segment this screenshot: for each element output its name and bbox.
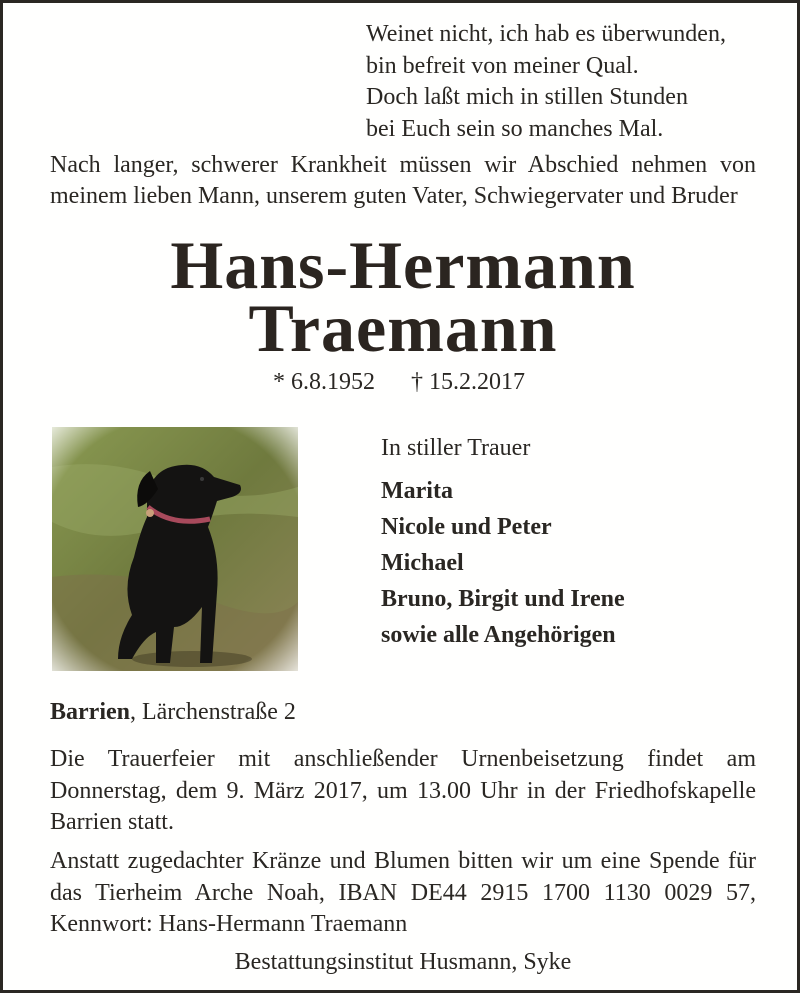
deceased-first-name: Hans-Hermann — [170, 227, 636, 303]
poem-line: Doch laßt mich in stillen Stunden — [366, 84, 688, 110]
funeral-home: Bestattungsinstitut Husmann, Syke — [234, 949, 572, 975]
dog-photo — [52, 427, 298, 671]
poem — [366, 19, 726, 145]
deceased-last-name: Traemann — [248, 290, 558, 366]
mourners-list — [381, 473, 625, 653]
list-item: Nicole und Peter — [381, 514, 552, 540]
poem-line: bei Euch sein so manches Mal. — [366, 115, 664, 142]
poem-line: Weinet nicht, ich hab es überwunden, — [366, 21, 726, 47]
list-item: Marita — [381, 478, 453, 504]
address-street: , Lärchenstraße 2 — [129, 699, 296, 725]
list-item: sowie alle Angehörigen — [381, 622, 616, 648]
list-item: Michael — [381, 550, 464, 576]
address-town: Barrien — [50, 699, 130, 725]
birth-date: * 6.8.1952 — [273, 369, 375, 395]
intro-text: Nach langer, schwerer Krankheit müssen wir Abschied nehmen von meinem lieben Mann, unserem guten Vater, Schwiegervater und Bruder — [50, 152, 756, 209]
address — [50, 699, 296, 726]
donation-text: Anstatt zugedachter Kränze und Blumen bitten wir um eine Spende für das Tierheim Arche Noah, IBAN DE44 2915 1700 1130 0029 57, Kennwort: Hans-Hermann Traemann — [50, 848, 756, 937]
mourning-label: In stiller Trauer — [381, 435, 531, 461]
black-dog-photo-icon — [52, 427, 298, 671]
list-item: Bruno, Birgit und Irene — [381, 586, 625, 612]
ceremony-text: Die Trauerfeier mit anschließender Urnenbeisetzung findet am Donnerstag, dem 9. März 2017, um 13.00 Uhr in der Friedhofskapelle Barrien statt. — [50, 746, 756, 835]
poem-line: bin befreit von meiner Qual. — [366, 52, 639, 79]
death-date: † 15.2.2017 — [411, 369, 525, 395]
